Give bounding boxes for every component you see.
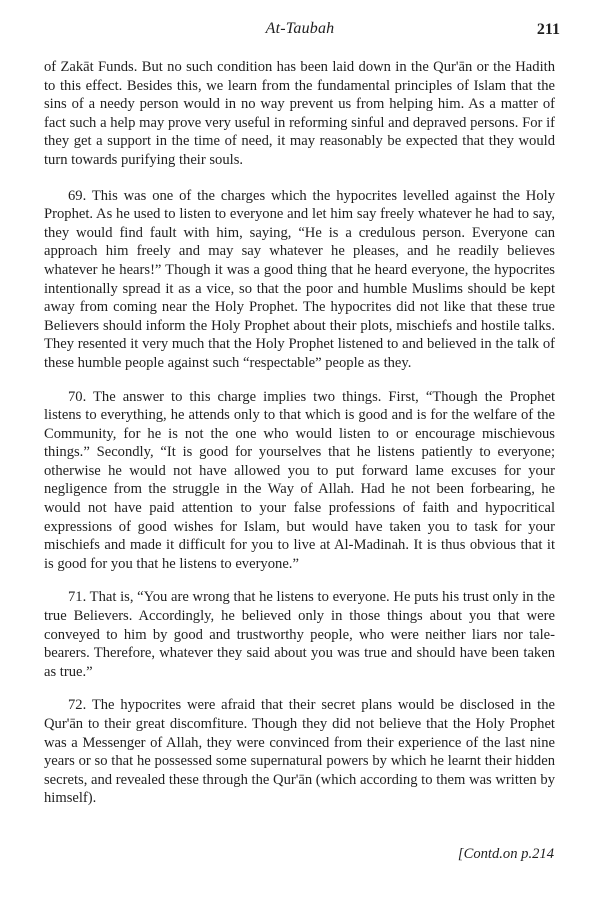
paragraph-continuation: of Zakāt Funds. But no such condition has been laid down in the Qur'ān or the Hadith to this effect. Besides this, we learn from the fundamental principles of Islam that the sins of a needy person would in no way prevent us from helping him. As a matter of fact such a help may prove very useful in reforming sinful and depraved persons. For if they get a support in the time of need, it may reasonably be expected that they would turn towards purifying their souls. <box>44 59 555 168</box>
note-71: 71. That is, “You are wrong that he listens to everyone. He puts his trust only in the true Believers. Accordingly, he believed only in those things about you that were conveyed to him by good and trustworthy people, who were neither liars nor tale-bearers. Therefore, whatever they said about you was true and should have been taken as true.” <box>44 589 555 680</box>
page-number: 211 <box>536 21 560 38</box>
note-69: 69. This was one of the charges which the hypocrites levelled against the Holy Prophet. As he used to listen to everyone and let him say freely whatever he had to say, they would find fault with him, saying, “He is a credulous person. Everyone can approach him freely and may say whatever he pleases, and he readily believes whatever he hears!” Though it was a good thing that he heard everyone, the hypocrites intentionally spread it as a vice, so that the poor and humble Muslims should be kept away from coming near the Holy Prophet. The hypocrites did not like that these true Believers should inform the Holy Prophet about their plots, mischiefs and hostile talks. They resented it very much that the Holy Prophet listened to and believed in the talk of these humble people against such “respectable” people as they. <box>44 187 555 371</box>
note-70: 70. The answer to this charge implies two things. First, “Though the Prophet listens to everything, he attends only to that which is good and is for the welfare of the Community, for he is not the one who would listen to or encourage mischievous things.” Secondly, “It is good for yourselves that he listens patiently to everyone; otherwise he would not have allowed you to put forward lame excuses for your negligence from the struggle in the Way of Allah. Had he not been forbearing, he would not have paid attention to your false professions of faith and hypocritical expressions of good wishes for Islam, but would have taken you to task for your mischiefs and made it difficult for you to live at Al-Madinah. It is thus obvious that it is good for you that he listens to everyone.” <box>44 388 555 572</box>
note-72: 72. The hypocrites were afraid that their secret plans would be disclosed in the Qur'ān to their great discomfiture. Though they did not believe that the Holy Prophet was a Messenger of Allah, they were convinced from their experience of the last nine years or so that he possessed some supernatural powers by which he learnt their hidden secrets, and revealed these through the Qur'ān (which according to them was written by himself). <box>44 697 555 807</box>
page-header <box>0 20 600 44</box>
running-title: At-Taubah <box>265 20 335 37</box>
page-body <box>44 58 555 823</box>
continued-note: [Contd.on p.214 <box>457 846 554 862</box>
